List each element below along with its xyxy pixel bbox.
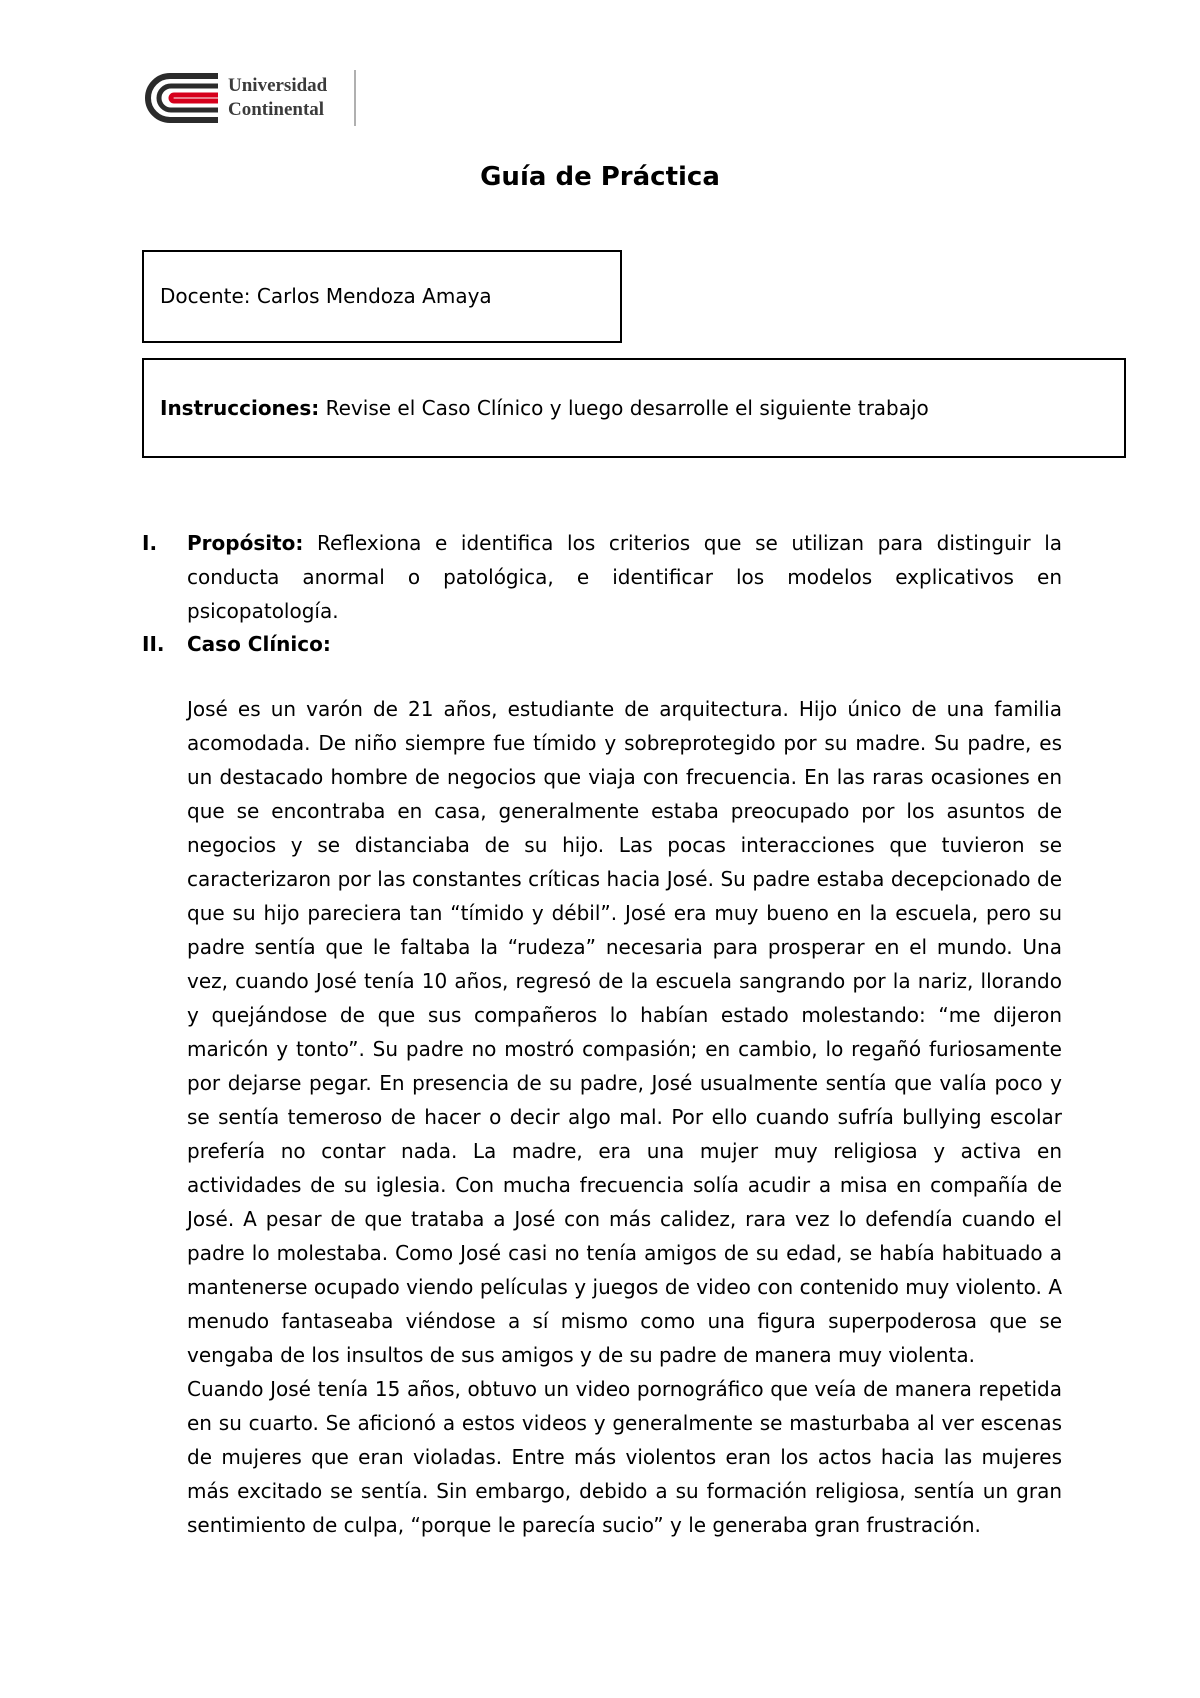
instructions-box (142, 358, 1126, 458)
docente-name: Carlos Mendoza Amaya (256, 284, 492, 308)
docente-label: Docente: (160, 284, 251, 308)
section-number: II. (142, 632, 165, 656)
section-proposito (142, 526, 1062, 628)
logo-wordmark (228, 74, 327, 122)
logo-line-2: Continental (228, 99, 325, 120)
section-text: Reflexiona e identifica los criterios que se utilizan para distinguir la conducta anormal o patológica, e identificar los modelos explicativos en psicopatología. (187, 531, 1062, 623)
university-logo (144, 68, 364, 130)
logo-line-1: Universidad (228, 75, 328, 96)
section-body (187, 627, 1062, 661)
section-label: Caso Clínico: (187, 632, 331, 656)
logo-divider (354, 70, 356, 126)
case-paragraph: Cuando José tenía 15 años, obtuvo un video pornográfico que veía de manera repetida en su cuarto. Se aficionó a estos videos y generalmente se masturbaba al ver escenas de mujeres que eran violadas. Entre más violentos eran los actos hacia las mujeres más excitado se sentía. Sin embargo, debido a su formación religiosa, sentía un gran sentimiento de culpa, “porque le parecía sucio” y le generaba gran frustración. (187, 1377, 1062, 1537)
instructions-text: Revise el Caso Clínico y luego desarrolle el siguiente trabajo (325, 396, 929, 420)
page-title: Guía de Práctica (480, 162, 720, 192)
section-number: I. (142, 531, 158, 555)
section-label: Propósito: (187, 531, 304, 555)
instructions-label: Instrucciones: (160, 396, 320, 420)
section-body (187, 526, 1062, 628)
case-paragraph: José es un varón de 21 años, estudiante de arquitectura. Hijo único de una familia acomodada. De niño siempre fue tímido y sobreprotegido por su madre. Su padre, es un destacado hombre de negocios que viaja con frecuencia. En las raras ocasiones en que se encontraba en casa, generalmente estaba preocupado por los asuntos de negocios y se distanciaba de su hijo. Las pocas interacciones que tuvieron se caracterizaron por las constantes críticas hacia José. Su padre estaba decepcionado de que su hijo pareciera tan “tímido y débil”. José era muy bueno en la escuela, pero su padre sentía que le faltaba la “rudeza” necesaria para prosperar en el mundo. Una vez, cuando José tenía 10 años, regresó de la escuela sangrando por la nariz, llorando y quejándose de que sus compañeros lo habían estado molestando: “me dijeron maricón y tonto”. Su padre no mostró compasión; en cambio, lo regañó furiosamente por dejarse pegar. En presencia de su padre, José usualmente sentía que valía poco y se sentía temeroso de hacer o decir algo mal. Por ello cuando sufría bullying escolar prefería no contar nada. La madre, era una mujer muy religiosa y activa en actividades de su iglesia. Con mucha frecuencia solía acudir a misa en compañía de José. A pesar de que trataba a José con más calidez, rara vez lo defendía cuando el padre lo molestaba. Como José casi no tenía amigos de su edad, se había habituado a mantenerse ocupado viendo películas y juegos de video con contenido muy violento. A menudo fantaseaba viéndose a sí mismo como una figura superpoderosa que se vengaba de los insultos de sus amigos y de su padre de manera muy violenta. (187, 697, 1062, 1367)
section-caso-clinico (142, 627, 1062, 661)
docente-box (142, 250, 622, 343)
universidad-continental-logo-icon (144, 72, 220, 124)
